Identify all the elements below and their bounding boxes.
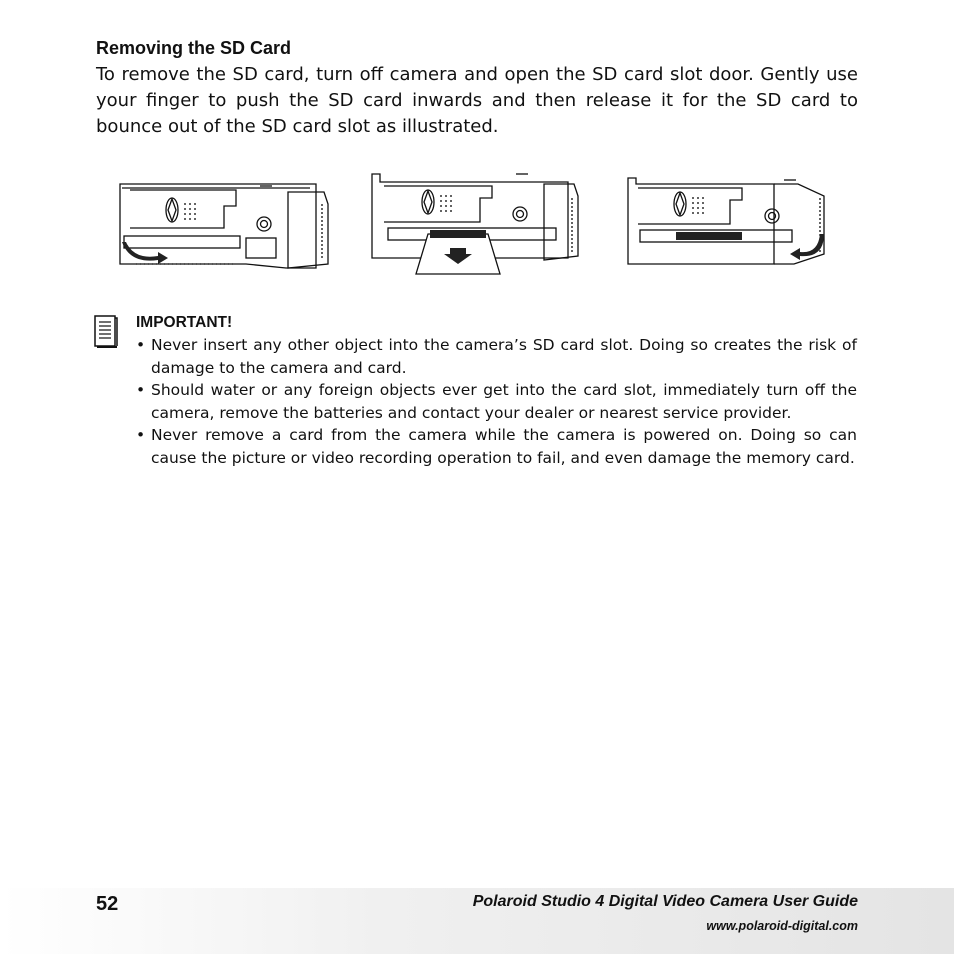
list-item-text: Never remove a card from the camera while the camera is powered on. Doing so can cause the picture or video recording operation to fail, and even damage the memory card. [151, 426, 857, 467]
page-number: 52 [96, 893, 119, 915]
list-item [136, 379, 857, 424]
camera-illustration-3 [624, 168, 844, 276]
intro-paragraph: To remove the SD card, turn off camera and open the SD card slot door. Gently use your finger to push the SD card inwards and then release it for the SD card to bounce out of the SD card slot as illustrated. [96, 64, 858, 137]
bullet-icon: • [136, 381, 146, 399]
list-item-text: Should water or any foreign objects ever get into the card slot, immediately turn off the camera, remove the batteries and contact your dealer or nearest service provider. [151, 381, 857, 422]
camera-illustration-2 [368, 168, 588, 280]
sd-card-contacts [430, 230, 486, 238]
important-label: IMPORTANT! [136, 314, 233, 331]
list-item-text: Never insert any other object into the camera’s SD card slot. Doing so creates the risk of damage to the camera and card. [151, 336, 857, 377]
guide-title: Polaroid Studio 4 Digital Video Camera User Guide [472, 893, 858, 910]
speaker-dots [440, 195, 452, 212]
section-heading: Removing the SD Card [96, 38, 292, 58]
speaker-dots [692, 197, 704, 214]
website-link[interactable]: www.polaroid-digital.com [706, 919, 858, 933]
list-item [136, 334, 857, 379]
bullet-icon: • [136, 336, 146, 354]
illustration-row [96, 168, 858, 278]
list-item [136, 424, 857, 469]
camera-illustration-1 [116, 168, 336, 276]
curved-arrow-icon [122, 242, 168, 264]
important-list [136, 334, 857, 469]
sd-card-slot [676, 232, 742, 240]
speaker-dots [184, 203, 196, 220]
bullet-icon: • [136, 426, 146, 444]
note-icon [93, 314, 119, 350]
